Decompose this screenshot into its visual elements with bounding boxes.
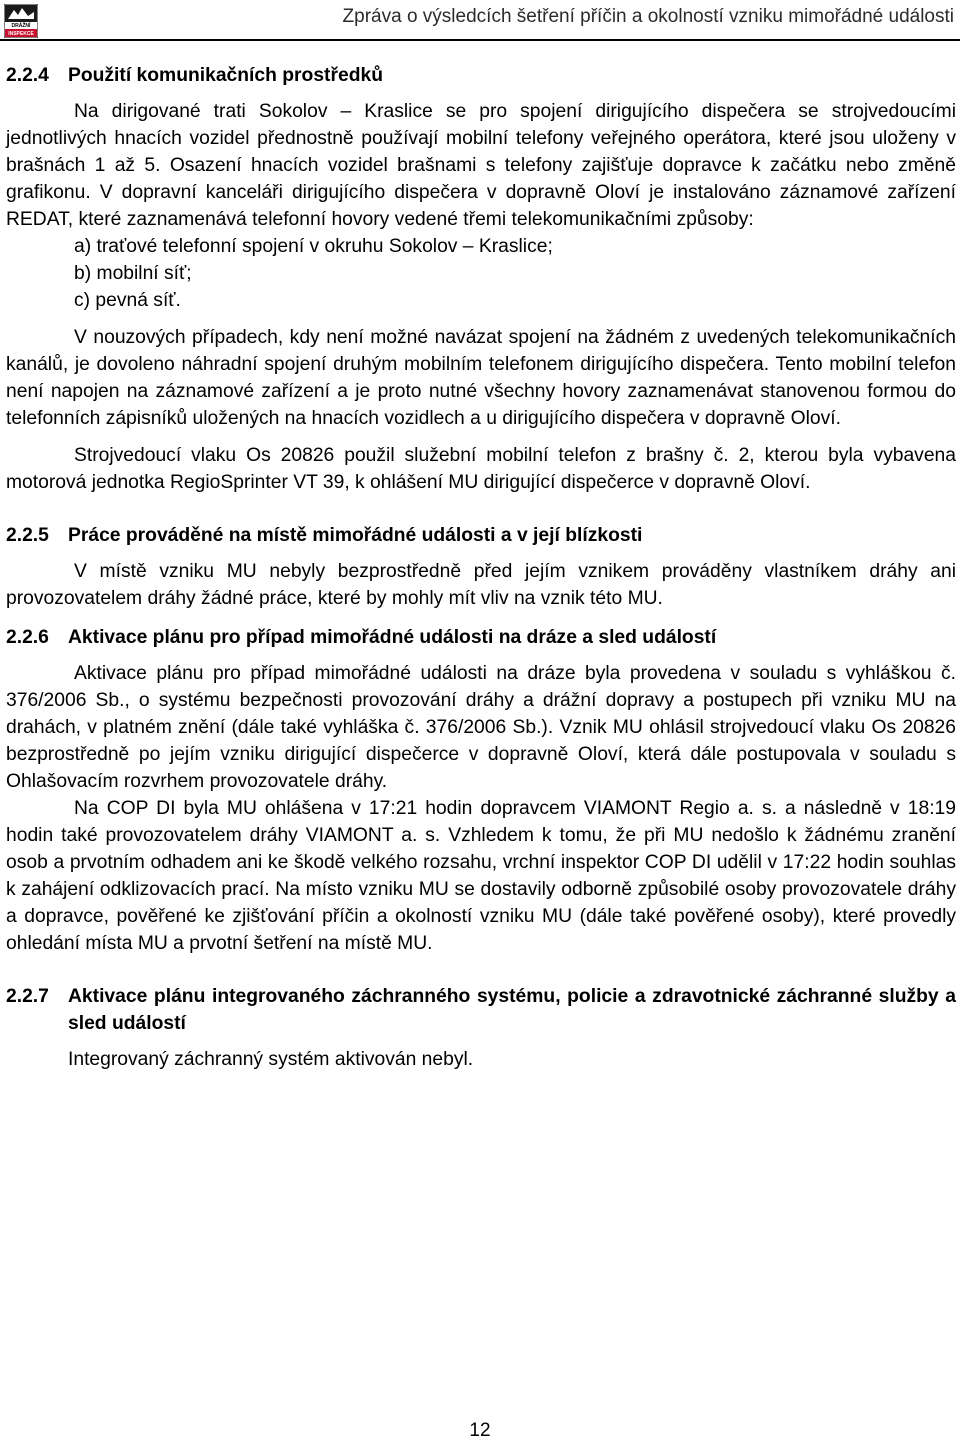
paragraph: V místě vzniku MU nebyly bezprostředně před jejím vznikem prováděny vlastníkem dráhy ani provozovatelem dráhy žádné práce, které by mohly mít vliv na vznik této MU. bbox=[6, 561, 956, 609]
section-number: 2.2.4 bbox=[6, 65, 49, 86]
list-item: c) pevná síť. bbox=[74, 290, 181, 311]
svg-text:DRÁŽNÍ: DRÁŽNÍ bbox=[11, 23, 31, 29]
section-heading-2-2-4 bbox=[6, 62, 956, 89]
paragraph: Na dirigované trati Sokolov – Kraslice se pro spojení dirigujícího dispečera se strojvedoucími jednotlivých hnacích vozidel přednostně používají mobilní telefony veřejného operátora, které jsou uloženy v brašnách 1 až 5. Osazení hnacích vozidel brašnami s telefony zajišťuje dopravce k začátku nebo změně grafikonu. V dopravní kanceláři dirigujícího dispečera v dopravně Oloví je instalováno záznamové zařízení REDAT, které zaznamenává telefonní hovory vedené třemi telekomunikačními způsoby: bbox=[6, 101, 956, 230]
paragraph: Integrovaný záchranný systém aktivován nebyl. bbox=[68, 1049, 474, 1070]
paragraph: Aktivace plánu pro případ mimořádné události na dráze byla provedena v souladu s vyhláškou č. 376/2006 Sb., o systému bezpečnosti provozování dráhy a drážní dopravy a postupech při vzniku MU na drahách, v platném znění (dále také vyhláška č. 376/2006 Sb.). Vznik MU ohlásil strojvedoucí vlaku Os 20826 bezprostředně po jejím vzniku dirigující dispečerce v dopravně Oloví, která dále postupovala v souladu s Ohlašovacím rozvrhem provozovatele dráhy. bbox=[6, 663, 956, 792]
section-heading-2-2-6 bbox=[6, 624, 956, 651]
section-heading-2-2-7 bbox=[6, 983, 956, 1037]
paragraph: V nouzových případech, kdy není možné navázat spojení na žádném z uvedených telekomunikačních kanálů, je dovoleno náhradní spojení druhým mobilním telefonem dirigujícího dispečera. Tento mobilní telefon není napojen na záznamové zařízení a je proto nutné všechny hovory zaznamenávat stanovenou formou do telefonních zápisníků uložených na hnacích vozidlech a u dirigujícího dispečera v dopravně Oloví. bbox=[6, 327, 956, 429]
header-divider bbox=[0, 39, 960, 41]
section-number: 2.2.5 bbox=[6, 525, 49, 546]
section-number: 2.2.6 bbox=[6, 627, 49, 648]
section-heading-2-2-5 bbox=[6, 522, 956, 549]
document-body bbox=[6, 62, 956, 1073]
svg-text:INSPEKCE: INSPEKCE bbox=[8, 31, 34, 37]
list-item: b) mobilní síť; bbox=[74, 263, 192, 284]
paragraph: Na COP DI byla MU ohlášena v 17:21 hodin dopravcem VIAMONT Regio a. s. a následně v 18:19 hodin také provozovatelem dráhy VIAMONT a. s. Vzhledem k tomu, že při MU nedošlo k žádnému zranění osob a prvotním odhadem ani ke škodě velkého rozsahu, vrchní inspektor COP DI udělil v 17:22 hodin souhlas k zahájení odklizovacích prací. Na místo vzniku MU se dostavily odborně způsobilé osoby provozovatele dráhy a dopravce, pověřené ke zjišťování příčin a okolností vzniku MU (dále také pověřené osoby), které provedly ohledání místa MU a prvotní šetření na místě MU. bbox=[6, 798, 956, 954]
page-header bbox=[0, 0, 960, 42]
paragraph: Strojvedoucí vlaku Os 20826 použil služební mobilní telefon z brašny č. 2, kterou byla vybavena motorová jednotka RegioSprinter VT 39, k ohlášení MU dirigující dispečerce v dopravně Oloví. bbox=[6, 445, 956, 493]
page-number: 12 bbox=[469, 1420, 491, 1441]
section-title: Aktivace plánu integrovaného záchranného systému, policie a zdravotnické záchranné služby a sled událostí bbox=[68, 986, 956, 1034]
section-title: Práce prováděné na místě mimořádné události a v její blízkosti bbox=[68, 525, 643, 546]
section-number: 2.2.7 bbox=[6, 986, 49, 1007]
report-title: Zpráva o výsledcích šetření příčin a okolností vzniku mimořádné události bbox=[342, 6, 954, 27]
drazni-inspekce-logo bbox=[4, 4, 38, 38]
section-title: Aktivace plánu pro případ mimořádné události na dráze a sled událostí bbox=[68, 627, 717, 648]
section-title: Použití komunikačních prostředků bbox=[68, 65, 383, 86]
list-item: a) traťové telefonní spojení v okruhu Sokolov – Kraslice; bbox=[74, 236, 553, 257]
